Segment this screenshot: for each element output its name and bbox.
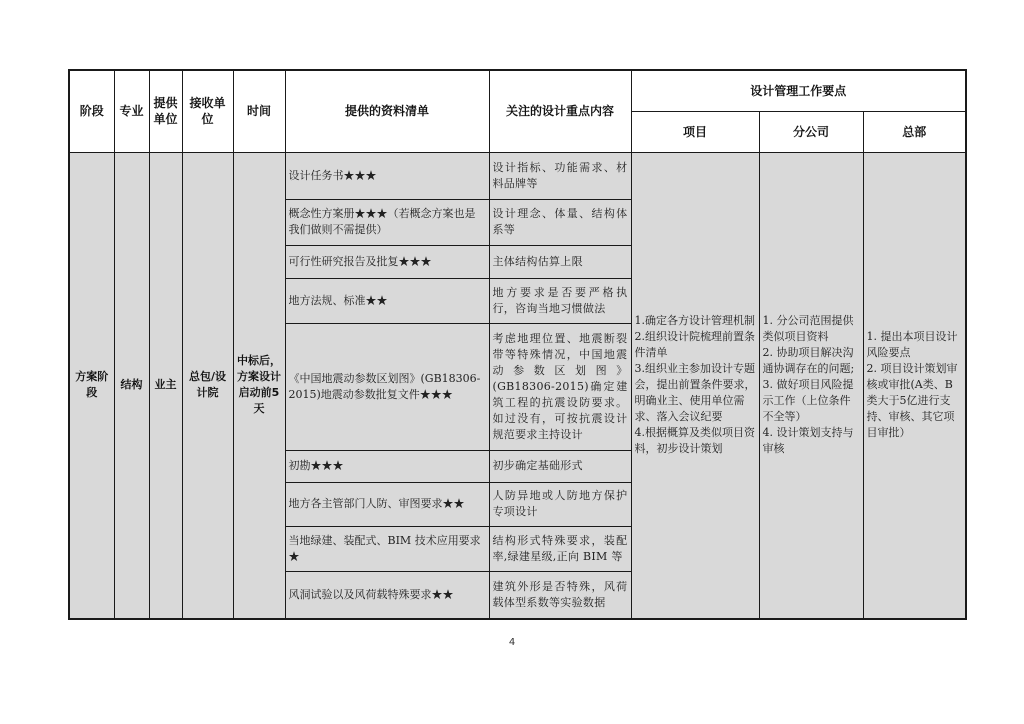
header-materials: 提供的资料清单: [285, 70, 489, 152]
focus-item: 考虑地理位置、地震断裂带等特殊情况，中国地震动参数区划图》(GB18306-2015)确定建筑工程的抗震设防要求。如过没有，可按抗震设计规范要求主持设计: [489, 323, 631, 450]
page-number: 4: [508, 637, 516, 648]
mgmt-hq: [863, 152, 966, 619]
focus-item: 主体结构估算上限: [489, 245, 631, 278]
mgmt-hq-item: 1. 提出本项目设计风险要点: [866, 330, 958, 360]
material-item: 风洞试验以及风荷载特殊要求★★: [285, 571, 489, 619]
design-management-table: [68, 69, 967, 620]
table-row: [69, 152, 966, 199]
material-item: 初勘★★★: [285, 450, 489, 482]
cell-discipline: 结构: [114, 152, 149, 619]
mgmt-project-item: 2.组织设计院梳理前置条件清单: [634, 330, 755, 360]
focus-item: 建筑外形是否特殊，风荷载体型系数等实验数据: [489, 571, 631, 619]
material-item: 可行性研究报告及批复★★★: [285, 245, 489, 278]
cell-time: 中标后，方案设计启动前5天: [233, 152, 285, 619]
header-branch: 分公司: [759, 111, 863, 152]
header-focus: 关注的设计重点内容: [489, 70, 631, 152]
focus-item: 人防异地或人防地方保护专项设计: [489, 482, 631, 526]
focus-item: 初步确定基础形式: [489, 450, 631, 482]
cell-receiver: 总包/设计院: [182, 152, 233, 619]
cell-provider: 业主: [149, 152, 182, 619]
header-hq: 总部: [863, 111, 966, 152]
mgmt-hq-item: 2. 项目设计策划审核或审批(A类、B类大于5亿进行支持、审核、其它项目审批）: [866, 362, 958, 440]
mgmt-branch-item: 3. 做好项目风险提示工作（上位条件不全等）: [762, 378, 854, 424]
header-time: 时间: [233, 70, 285, 152]
mgmt-branch-item: 2. 协助项目解决沟通协调存在的问题;: [762, 346, 855, 376]
focus-item: 设计理念、体量、结构体系等: [489, 199, 631, 245]
material-item: 设计任务书★★★: [285, 152, 489, 199]
focus-item: 设计指标、功能需求、材料品牌等: [489, 152, 631, 199]
mgmt-project-item: 3.组织业主参加设计专题会，提出前置条件要求，明确业主、使用单位需求、落入会议纪要: [634, 362, 756, 424]
header-provider: 提供单位: [149, 70, 182, 152]
header-project: 项目: [631, 111, 759, 152]
mgmt-branch-item: 4. 设计策划支持与审核: [762, 426, 854, 456]
material-item: 地方法规、标准★★: [285, 278, 489, 323]
mgmt-project-item: 4.根据概算及类似项目资料，初步设计策划: [634, 426, 755, 456]
header-receiver: 接收单位: [182, 70, 233, 152]
mgmt-branch-item: 1. 分公司范围提供类似项目资料: [762, 314, 854, 344]
material-item: 当地绿建、装配式、BIM 技术应用要求★: [285, 526, 489, 571]
focus-item: 结构形式特殊要求，装配率,绿建星级,正向 BIM 等: [489, 526, 631, 571]
material-item: 《中国地震动参数区划图》(GB18306-2015)地震动参数批复文件★★★: [285, 323, 489, 450]
header-discipline: 专业: [114, 70, 149, 152]
mgmt-branch: [759, 152, 863, 619]
focus-item: 地方要求是否要严格执行，咨询当地习惯做法: [489, 278, 631, 323]
cell-stage: 方案阶段: [69, 152, 114, 619]
mgmt-project-item: 1.确定各方设计管理机制: [634, 314, 755, 328]
material-item: 地方各主管部门人防、审图要求★★: [285, 482, 489, 526]
header-mgmt-group: 设计管理工作要点: [631, 70, 966, 111]
header-stage: 阶段: [69, 70, 114, 152]
material-item: 概念性方案册★★★（若概念方案也是我们做则不需提供）: [285, 199, 489, 245]
mgmt-project: [631, 152, 759, 619]
